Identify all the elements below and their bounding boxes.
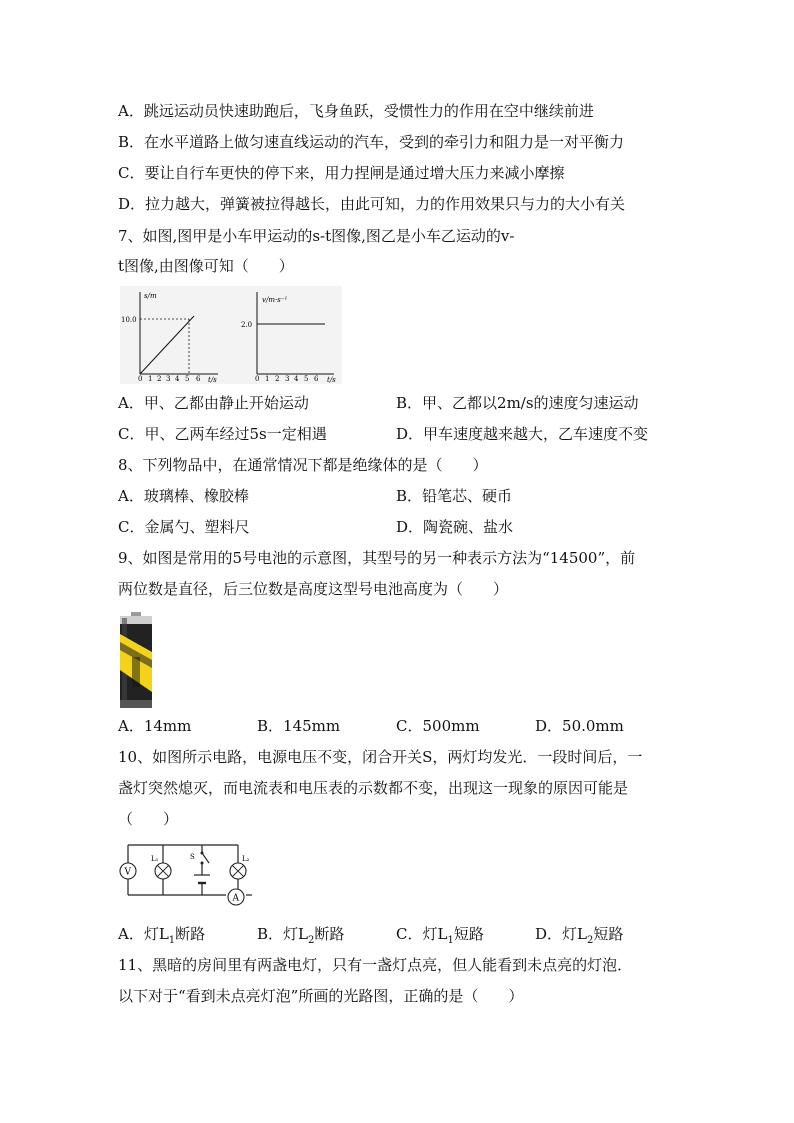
q10-stem-line2: 盏灯突然熄灭，而电流表和电压表的示数都不变，出现这一现象的原因可能是 (118, 779, 629, 797)
voltmeter-icon (120, 863, 136, 879)
v-t-y-tick: 2.0 (241, 321, 253, 329)
s-t-x-tick: 2 (157, 375, 162, 383)
s-t-y-label: s/m (144, 292, 157, 300)
s-t-x-tick: 4 (175, 375, 180, 383)
q7-option-c: C．甲、乙两车经过5s一定相遇 (118, 425, 327, 443)
s-t-x-tick: 0 (138, 375, 143, 383)
q7-figure (120, 286, 342, 384)
v-t-x-tick: 5 (304, 375, 309, 383)
q8-option-a: A．玻璃棒、橡胶棒 (118, 487, 249, 505)
battery-cell-icon (194, 875, 210, 883)
v-t-y-label: v/m·s⁻¹ (262, 296, 288, 304)
voltmeter-label: V (124, 867, 131, 878)
lamp-l2-label: L₂ (242, 855, 250, 863)
v-t-x-label: t/s (327, 376, 336, 384)
switch-icon (190, 852, 209, 865)
v-t-x-tick: 2 (275, 375, 280, 383)
q8-option-c: C．金属勺、塑料尺 (118, 518, 250, 536)
q10-option-c: C．灯$L_1$短路 (396, 925, 484, 946)
s-t-x-tick: 6 (196, 375, 201, 383)
q7-option-b: B．甲、乙都以2m/s的速度匀速运动 (396, 394, 639, 412)
lamp-l1-icon (151, 855, 171, 879)
s-t-y-tick: 10.0 (121, 316, 137, 324)
battery-image (119, 612, 153, 708)
ammeter-icon (228, 889, 244, 905)
q7-option-d: D．甲车速度越来越大，乙车速度不变 (396, 425, 649, 443)
q8-option-b: B．铅笔芯、硬币 (396, 487, 513, 505)
v-t-x-tick: 4 (294, 375, 299, 383)
q9-option-d: D．50.0mm (535, 717, 624, 735)
q10-stem-line1: 10、如图所示电路，电源电压不变，闭合开关S，两灯均发光．一段时间后，一 (118, 748, 643, 766)
q7-option-a: A．甲、乙都由静止开始运动 (118, 394, 309, 412)
q10-option-a: A．灯$L_1$断路 (118, 925, 206, 946)
q10-option-b: B．灯$L_2$断路 (257, 925, 345, 946)
s-t-x-tick: 5 (185, 375, 190, 383)
v-t-x-tick: 6 (314, 375, 319, 383)
q10-stem-line3: （ ） (118, 810, 179, 828)
q9-option-c: C．500mm (396, 717, 480, 735)
v-t-x-tick: 1 (265, 375, 270, 383)
circuit-diagram (118, 839, 258, 907)
q8-option-d: D．陶瓷碗、盐水 (396, 518, 514, 536)
switch-label: S (190, 853, 195, 861)
s-t-x-tick: 1 (148, 375, 153, 383)
q8-stem: 8、下列物品中，在通常情况下都是绝缘体的是（ ） (118, 456, 488, 474)
q6-option-c: C．要让自行车更快的停下来，用力捏闸是通过增大压力来减小摩擦 (118, 164, 565, 182)
lamp-l1-label: L₁ (151, 855, 159, 863)
q6-option-a: A．跳远运动员快速助跑后，飞身鱼跃，受惯性力的作用在空中继续前进 (118, 102, 594, 120)
q9-option-a: A．14mm (118, 717, 192, 735)
q9-option-b: B．145mm (257, 717, 341, 735)
lamp-l2-icon (230, 855, 250, 879)
q9-stem-line2: 两位数是直径，后三位数是高度这型号电池高度为（ ） (118, 580, 509, 598)
ammeter-label: A (232, 893, 239, 904)
q10-option-d: D．灯$L_2$短路 (535, 925, 624, 946)
q6-option-b: B．在水平道路上做匀速直线运动的汽车，受到的牵引力和阻力是一对平衡力 (118, 133, 625, 151)
q9-stem-line1: 9、如图是常用的5号电池的示意图，其型号的另一种表示方法为“14500”，前 (118, 549, 636, 567)
v-t-x-tick: 0 (255, 375, 260, 383)
s-t-x-tick: 3 (166, 375, 171, 383)
q11-stem-line2: 以下对于“看到未点亮灯泡”所画的光路图，正确的是（ ） (118, 987, 524, 1005)
q11-stem-line1: 11、黑暗的房间里有两盏电灯，只有一盏灯点亮，但人能看到未点亮的灯泡． (118, 956, 633, 974)
q7-stem-line1: 7、如图,图甲是小车甲运动的s-t图像,图乙是小车乙运动的v- (118, 227, 515, 245)
v-t-x-tick: 3 (285, 375, 290, 383)
q7-stem-line2: t图像,由图像可知（ ） (118, 257, 294, 275)
q6-option-d: D．拉力越大，弹簧被拉得越长，由此可知，力的作用效果只与力的大小有关 (118, 195, 626, 213)
s-t-x-label: t/s (208, 376, 217, 384)
